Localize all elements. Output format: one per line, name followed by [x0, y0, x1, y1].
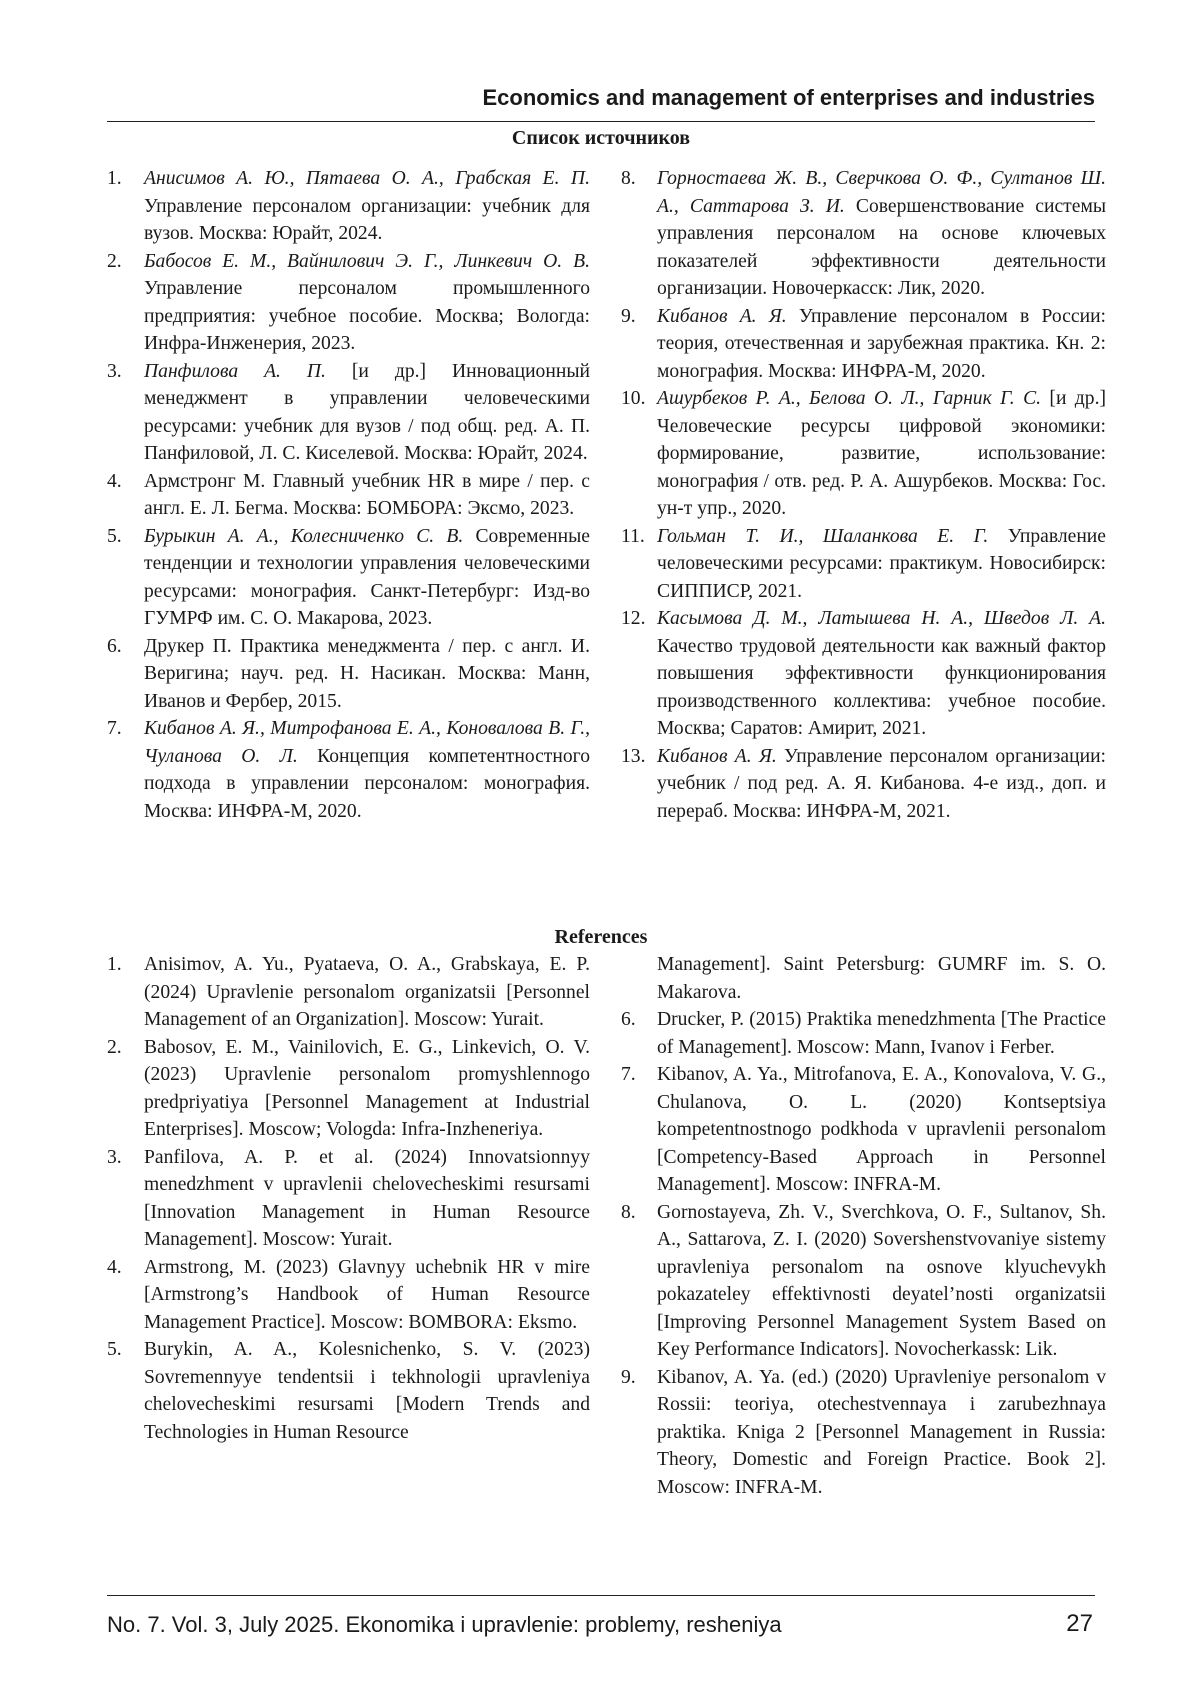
journal-footer: No. 7. Vol. 3, July 2025. Ekonomika i upravlenie: problemy, resheniya [107, 1612, 782, 1637]
source-item: 7. Кибанов А. Я., Митрофанова Е. А., Коновалова В. Г., Чуланова О. Л. Концепция компетентностного подхода в управлении персоналом: монография. Москва: ИНФРА-М, 2020. [107, 718, 590, 822]
source-item: 12. Касымова Д. М., Латышева Н. А., Шведов Л. А. Качество трудовой деятельности как важный фактор повышения эффективности функционирования производственного коллектива: учебное пособие. Москва; Саратов: Амирит, 2021. [621, 608, 1106, 739]
sources-column-left [107, 165, 590, 825]
source-item: 10. Ашурбеков Р. А., Белова О. Л., Гарник Г. С. [и др.] Человеческие ресурсы цифровой экономики: формирование, развитие, использование: монография / отв. ред. Р. А. Ашурбеков. Москва: Гос. ун-т упр., 2020. [621, 388, 1106, 519]
reference-item: 9. Kibanov, A. Ya. (ed.) (2020) Upravleniye personalom v Rossii: teoriya, otechestvennaya i zarubezhnaya praktika. Kniga 2 [Personnel Management in Russia: Theory, Domestic and Foreign Practice. Book 2]. Moscow: INFRA-M. [621, 1366, 1106, 1498]
reference-item: 4. Armstrong, M. (2023) Glavnyy uchebnik HR v mire [Armstrong’s Handbook of Human Resource Management Practice]. Moscow: BOMBORA: Eksmo. [107, 1256, 590, 1333]
page-number: 27 [1066, 1610, 1093, 1637]
source-item: 2. Бабосов Е. М., Вайнилович Э. Г., Линкевич О. В. Управление персоналом промышленного предприятия: учебное пособие. Москва; Вологда: Инфра-Инженерия, 2023. [107, 250, 590, 354]
reference-item: 8. Gornostayeva, Zh. V., Sverchkova, O. F., Sultanov, Sh. A., Sattarova, Z. I. (2020) Sovershenstvovaniye sistemy upravleniya personalom na osnove klyuchevykh pokazateley effektivnosti deyatel’nosti organizatsii [Improving Personnel Management System Based on Key Performance Indicators]. Novocherkassk: Lik. [621, 1201, 1106, 1360]
running-header: Economics and management of enterprises and industries [482, 85, 1095, 110]
sources-heading: Список источников [511, 127, 691, 149]
source-item: 9. Кибанов А. Я. Управление персоналом в России: теория, отечественная и зарубежная практика. Кн. 2: монография. Москва: ИНФРА-М, 2020. [621, 305, 1106, 382]
reference-item: 2. Babosov, E. M., Vainilovich, E. G., Linkevich, O. V. (2023) Upravlenie personalom promyshlennogo predpriyatiya [Personnel Management at Industrial Enterprises]. Moscow; Vologda: Infra-Inzheneriya. [107, 1036, 590, 1140]
source-item: 13. Кибанов А. Я. Управление персоналом организации: учебник / под ред. А. Я. Кибанова. 4-е изд., доп. и перераб. Москва: ИНФРА-М, 2021. [621, 745, 1106, 822]
reference-item-continuation: Management]. Saint Petersburg: GUMRF im. S. O. Makarova. [657, 954, 1106, 1003]
reference-item: 5. Burykin, A. A., Kolesnichenko, S. V. (2023) Sovremennyye tendentsii i tekhnologii upravleniya chelovecheskimi resursami [Modern Trends and Technologies in Human Resource [107, 1339, 590, 1443]
references-column-left [107, 951, 590, 1446]
source-item: 3. Панфилова А. П. [и др.] Инновационный менеджмент в управлении человеческими ресурсами: учебник для вузов / под общ. ред. А. П. Панфиловой, Л. С. Киселевой. Москва: Юрайт, 2024. [107, 360, 590, 464]
source-item: 1. Анисимов А. Ю., Пятаева О. А., Грабская Е. П. Управление персоналом организации: учебник для вузов. Москва: Юрайт, 2024. [107, 168, 590, 244]
source-item: 6. Друкер П. Практика менеджмента / пер. с англ. И. Веригина; науч. ред. Н. Насикан. Москва: Манн, Иванов и Фербер, 2015. [107, 635, 590, 712]
reference-item: 6. Drucker, P. (2015) Praktika menedzhmenta [The Practice of Management]. Moscow: Mann, Ivanov i Ferber. [621, 1009, 1106, 1058]
source-item: 5. Бурыкин А. А., Колесниченко С. В. Современные тенденции и технологии управления человеческими ресурсами: монография. Санкт-Петербург: Изд-во ГУМРФ им. С. О. Макарова, 2023. [107, 525, 590, 629]
sources-column-right [621, 165, 1106, 825]
header-rule [107, 121, 1095, 122]
reference-item: 7. Kibanov, A. Ya., Mitrofanova, E. A., Konovalova, V. G., Chulanova, O. L. (2020) Kontseptsiya kompetentnostnogo podkhoda v upravlenii personalom [Competency-Based Approach in Personnel Management]. Moscow: INFRA-M. [621, 1064, 1106, 1195]
reference-item: 3. Panfilova, A. P. et al. (2024) Innovatsionnyy menedzhment v upravlenii chelovecheskimi resursami [Innovation Management in Human Resource Management]. Moscow: Yurait. [107, 1146, 590, 1250]
source-item: 4. Армстронг М. Главный учебник HR в мире / пер. с англ. Е. Л. Бегма. Москва: БОМБОРА: Эксмо, 2023. [107, 470, 590, 519]
footer-rule [107, 1595, 1095, 1596]
source-item: 8. Горностаева Ж. В., Сверчкова О. Ф., Султанов Ш. А., Саттарова З. И. Совершенствование системы управления персоналом на основе ключевых показателей эффективности деятельности организации. Новочеркасск: Лик, 2020. [621, 168, 1107, 299]
references-column-right [621, 951, 1106, 1501]
references-heading: References [554, 926, 648, 948]
reference-item: 1. Anisimov, A. Yu., Pyataeva, O. A., Grabskaya, E. P. (2024) Upravlenie personalom organizatsii [Personnel Management of an Organization]. Moscow: Yurait. [107, 954, 590, 1030]
source-item: 11. Гольман Т. И., Шаланкова Е. Г. Управление человеческими ресурсами: практикум. Новосибирск: СИППИСР, 2021. [621, 525, 1106, 602]
